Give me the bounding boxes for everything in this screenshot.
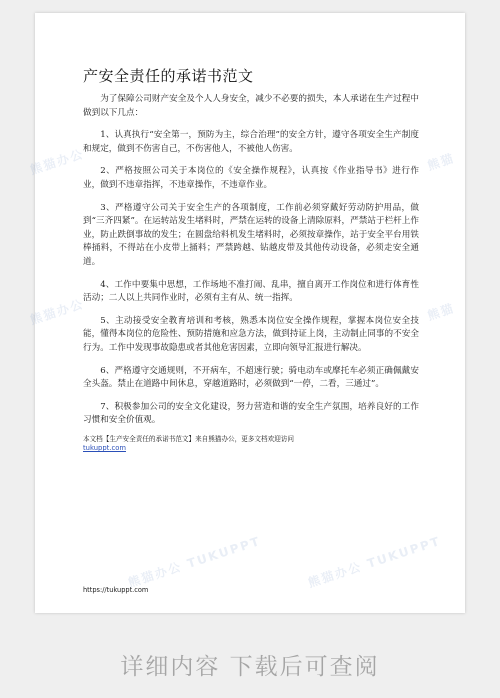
watermark: 熊猫办公 TUKUPPT <box>126 533 263 591</box>
source-note <box>83 435 423 453</box>
source-link[interactable]: tukuppt.com <box>83 444 126 452</box>
item-paragraph: 1、认真执行“安全第一，预防为主，综合治理”的安全方针，遵守各项安全生产制度和规定，做到不伤害自己，不伤害他人，不被他人伤害。 <box>83 130 419 154</box>
preview-banner: 详细内容 下载后可查阅 <box>120 654 380 680</box>
item-paragraph: 6、严格遵守交通规则，不开病车，不超速行驶；骑电动车或摩托车必须正确佩戴安全头盔。禁止在道路中间休息，穿越道路时，必须做到“一停，二看，三通过”。 <box>83 365 419 390</box>
watermark: 熊猫 <box>425 150 457 173</box>
item-paragraph: 5、主动接受安全教育培训和考核，熟悉本岗位安全操作规程，掌握本岗位安全技能，懂得本岗位的危险性、预防措施和应急方法，做到持证上岗，主动制止同事的不安全行为。工作中发现事故隐患或者其他危害因素，立即向领导汇报进行解决。 <box>83 315 419 353</box>
source-note-text: 本文档【生产安全责任的承诺书范文】来自熊猫办公，更多文档欢迎访问 <box>83 435 294 443</box>
watermark: 熊猫办公 <box>28 296 86 328</box>
intro-paragraph: 为了保障公司财产安全及个人人身安全，减少不必要的损失，本人承诺在生产过程中做到以下几点： <box>83 94 419 118</box>
document-title: 产安全责任的承诺书范文 <box>83 67 254 85</box>
document-page <box>28 13 465 613</box>
watermark: 熊猫 <box>425 300 457 323</box>
watermark: 熊猫办公 <box>28 146 86 178</box>
item-paragraph: 4、工作中要集中思想，工作场地不准打闹、乱串，擅自离开工作岗位和进行体育性活动；二人以上共同作业时，必须有主有从、统一指挥。 <box>83 279 419 304</box>
footer-url[interactable]: https://tukuppt.com <box>83 586 149 594</box>
document-body <box>83 93 419 437</box>
item-paragraph: 3、严格遵守公司关于安全生产的各项制度，工作前必须穿戴好劳动防护用品，做到“三齐四紧”。在运转站发生堵料时，严禁在运转的设备上清除原料，严禁站于栏杆上作业，防止跌倒事故的发生；在圆盘给料机发生堵料时，必须按章操作，站于安全平台用铁棒捅料，不得站在小皮带上捅料；严禁跨越、钻越皮带及其他传动设备，必须走安全通道。 <box>83 202 419 267</box>
item-paragraph: 2、严格按照公司关于本岗位的《安全操作规程》，认真按《作业指导书》进行作业，做到不违章指挥，不违章操作，不违章作业。 <box>83 166 419 190</box>
item-paragraph: 7、积极参加公司的安全文化建设，努力营造和谐的安全生产氛围，培养良好的工作习惯和安全价值观。 <box>83 401 419 426</box>
watermark: 熊猫办公 TUKUPPT <box>306 533 443 591</box>
